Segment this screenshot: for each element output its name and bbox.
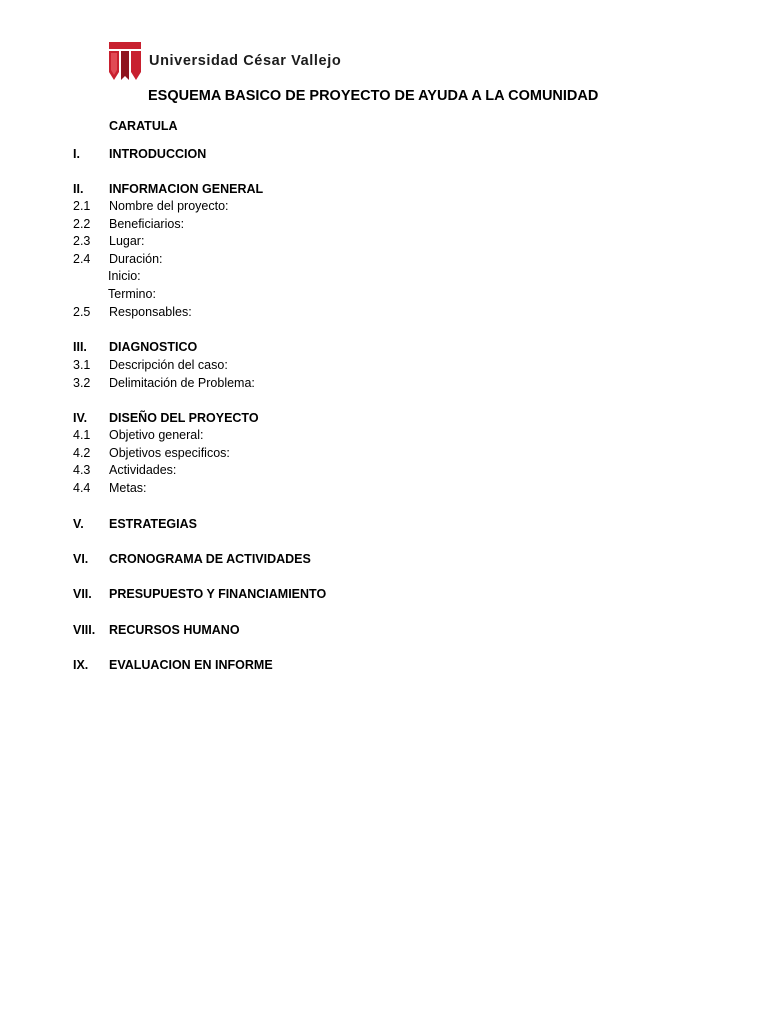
subsection-title: Lugar: bbox=[109, 234, 145, 248]
university-name: Universidad César Vallejo bbox=[149, 53, 342, 69]
section-title: EVALUACION EN INFORME bbox=[109, 658, 273, 672]
subsection-number: 4.4 bbox=[73, 481, 91, 495]
duration-start-label: Inicio: bbox=[108, 269, 141, 283]
subsection-title: Beneficiarios: bbox=[109, 217, 185, 231]
subsection-title: Actividades: bbox=[109, 463, 177, 477]
subsection-title: Responsables: bbox=[109, 305, 192, 319]
section-number: V. bbox=[73, 517, 84, 531]
subsection-number: 4.3 bbox=[73, 463, 91, 477]
section-title: RECURSOS HUMANO bbox=[109, 623, 240, 637]
subsection-number: 2.5 bbox=[73, 305, 91, 319]
caratula-label: CARATULA bbox=[109, 119, 178, 133]
subsection-number: 3.1 bbox=[73, 358, 91, 372]
section-title: DISEÑO DEL PROYECTO bbox=[109, 411, 259, 425]
ucv-emblem-icon bbox=[109, 42, 141, 80]
section-number: I. bbox=[73, 147, 80, 161]
subsection-number: 2.1 bbox=[73, 199, 91, 213]
subsection-number: 3.2 bbox=[73, 376, 91, 390]
section-title: INFORMACION GENERAL bbox=[109, 182, 264, 196]
subsection-number: 4.1 bbox=[73, 428, 91, 442]
subsection-title: Nombre del proyecto: bbox=[109, 199, 229, 213]
subsection-number: 2.4 bbox=[73, 252, 91, 266]
section-title: PRESUPUESTO Y FINANCIAMIENTO bbox=[109, 587, 327, 601]
section-title: DIAGNOSTICO bbox=[109, 340, 198, 354]
subsection-title: Objetivo general: bbox=[109, 428, 204, 442]
subsection-title: Duración: bbox=[109, 252, 163, 266]
section-number: II. bbox=[73, 182, 84, 196]
subsection-title: Metas: bbox=[109, 481, 147, 495]
section-number: VII. bbox=[73, 587, 92, 601]
subsection-number: 4.2 bbox=[73, 446, 91, 460]
section-number: IX. bbox=[73, 658, 89, 672]
subsection-number: 2.3 bbox=[73, 234, 91, 248]
section-number: VI. bbox=[73, 552, 89, 566]
section-title: ESTRATEGIAS bbox=[109, 517, 197, 531]
section-number: IV. bbox=[73, 411, 88, 425]
subsection-title: Delimitación de Problema: bbox=[109, 376, 255, 390]
section-number: VIII. bbox=[73, 623, 96, 637]
section-title: CRONOGRAMA DE ACTIVIDADES bbox=[109, 552, 311, 566]
section-number: III. bbox=[73, 340, 87, 354]
subsection-title: Descripción del caso: bbox=[109, 358, 228, 372]
duration-end-label: Termino: bbox=[108, 287, 156, 301]
section-title: INTRODUCCION bbox=[109, 147, 207, 161]
university-logo bbox=[109, 42, 341, 80]
subsection-title: Objetivos especificos: bbox=[109, 446, 230, 460]
subsection-number: 2.2 bbox=[73, 217, 91, 231]
document-title: ESQUEMA BASICO DE PROYECTO DE AYUDA A LA COMUNIDAD bbox=[148, 88, 599, 104]
